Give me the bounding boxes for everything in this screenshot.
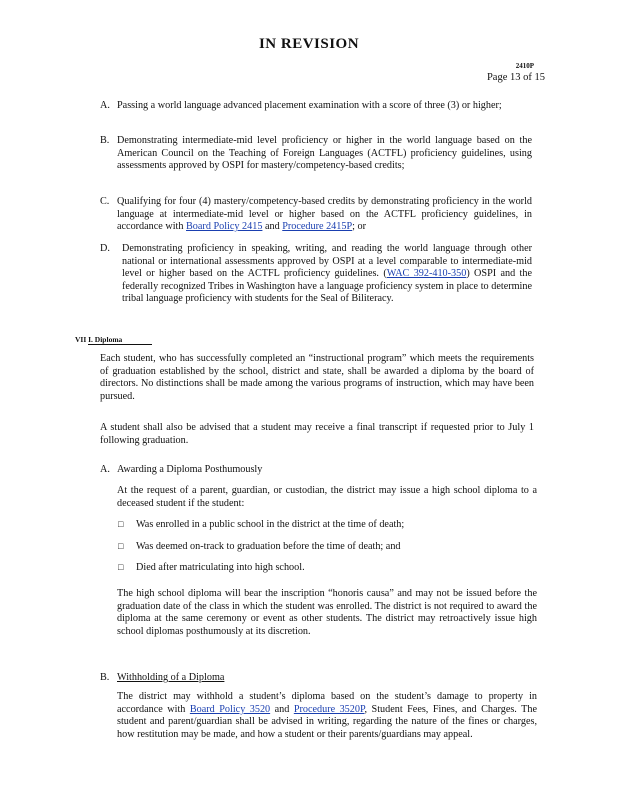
board-policy-3520-link[interactable]: Board Policy 3520 bbox=[189, 703, 271, 715]
subsection-title: Awarding a Diploma Posthumously bbox=[117, 464, 263, 475]
subsection-label: A. bbox=[100, 464, 110, 475]
list-item-d bbox=[100, 243, 532, 306]
procedure-2415p-link[interactable]: Procedure 2415P bbox=[282, 221, 353, 233]
list-item: □ Was deemed on-track to graduation before the time of death; and bbox=[118, 541, 401, 552]
list-text: Demonstrating intermediate-mid level proficiency or higher in the world language based on the American Council on the Teaching of Foreign Languages (ACTFL) proficiency guidelines, using assessments approved by OSPI for mastery/competency-based credits; bbox=[117, 135, 532, 172]
section-heading bbox=[75, 334, 152, 347]
section-number: VII bbox=[75, 335, 87, 344]
subsection-title: Withholding of a Diploma bbox=[117, 672, 225, 683]
list-item-a bbox=[100, 100, 532, 113]
document-number: 2410P bbox=[515, 62, 534, 70]
list-text: Passing a world language advanced placement examination with a score of three (3) or higher; bbox=[117, 100, 502, 111]
wac-link[interactable]: WAC 392-410-350 bbox=[386, 268, 467, 280]
page-number: Page 13 of 15 bbox=[486, 72, 545, 83]
list-item-b bbox=[100, 135, 532, 173]
list-label: A. bbox=[100, 100, 110, 111]
checkbox-icon: □ bbox=[118, 519, 124, 529]
withholding-paragraph: The district may withhold a student’s diploma based on the student’s damage to property in accordance with Board Policy 3520 and Procedure 3520P, Student Fees, Fines, and Charges. The student and parent/guardian shall be advised in writing, regarding the nature of the fines or charges, how restitution may be made, and how a student or their parents/guardians may appeal. bbox=[117, 691, 537, 740]
subsection-b bbox=[100, 672, 532, 685]
list-item-c bbox=[100, 196, 532, 234]
diploma-paragraph: Each student, who has successfully completed an “instructional program” which meets the requirements of graduation established by the school, district and state, shall be awarded a diploma by the board of directors. No distinctions shall be made among the various programs of instruction, which may have been pursued. bbox=[100, 353, 534, 402]
procedure-3520p-link[interactable]: Procedure 3520P bbox=[293, 703, 365, 715]
board-policy-2415-link[interactable]: Board Policy 2415 bbox=[186, 221, 263, 233]
transcript-paragraph: A student shall also be advised that a student may receive a final transcript if requested prior to July 1 following graduation. bbox=[100, 422, 534, 446]
checkbox-icon: □ bbox=[118, 541, 124, 551]
list-label: C. bbox=[100, 196, 110, 207]
posthumous-closing: The high school diploma will bear the inscription “honoris causa” and may not be issued before the graduation date of the class in which the student was enrolled. The district is not required to award the diploma at the same ceremony or event as other students. The district may retroactively issue high school diplomas posthumously at its discretion. bbox=[117, 588, 537, 637]
page-title: IN REVISION bbox=[258, 36, 360, 52]
list-item: □ Was enrolled in a public school in the district at the time of death; bbox=[118, 519, 405, 530]
checkbox-icon: □ bbox=[118, 562, 124, 572]
list-item: □ Died after matriculating into high school. bbox=[118, 562, 305, 573]
subsection-label: B. bbox=[100, 672, 110, 683]
list-label: D. bbox=[100, 243, 110, 254]
subsection-a bbox=[100, 464, 532, 477]
posthumous-intro: At the request of a parent, guardian, or custodian, the district may issue a high school diploma to a deceased student if the student: bbox=[117, 485, 537, 509]
list-text: Demonstrating proficiency in speaking, writing, and reading the world language through other national or international assessments approved by OSPI at a level comparable to intermediate-mid level or higher based on the ACTFL proficiency guidelines. (WAC 392-410-350) OSPI and the federally recognized Tribes in Washington have a language proficiency system in place to determine tribal language proficiency with students for the Seal of Biliteracy. bbox=[122, 243, 532, 305]
section-title: I. Diploma bbox=[88, 335, 152, 345]
list-label: B. bbox=[100, 135, 110, 146]
list-text: Qualifying for four (4) mastery/competency-based credits by demonstrating proficiency in the world language at intermediate-mid level or higher based on the ACTFL proficiency guidelines, in accordance with Board Policy 2415 and Procedure 2415P; or bbox=[117, 196, 532, 233]
